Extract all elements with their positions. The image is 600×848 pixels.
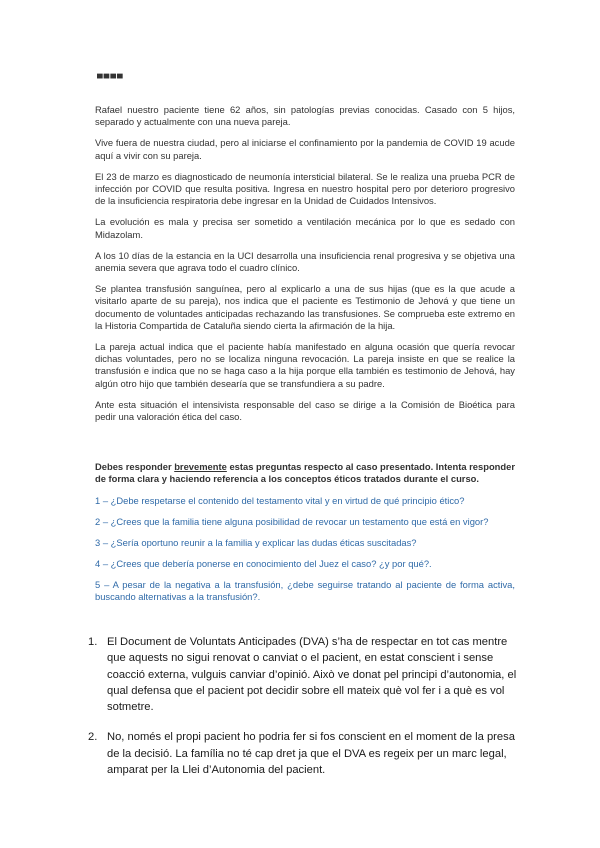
question-item: 2 – ¿Crees que la familia tiene alguna posibilidad de revocar un testamento que está en vigor? <box>95 516 489 528</box>
case-paragraph: Rafael nuestro paciente tiene 62 años, sin patologías previas conocidas. Casado con 5 hijos, separado y actualmente con una nueva pareja. <box>95 104 515 128</box>
case-description <box>95 104 515 432</box>
answer-item <box>88 729 518 778</box>
question-item: 1 – ¿Debe respetarse el contenido del testamento vital y en virtud de qué principio ético? <box>95 495 465 507</box>
case-paragraph: Se plantea transfusión sanguínea, pero al explicarlo a una de sus hijas (que es la que acude a visitarlo aparte de su pareja), nos indica que el paciente es Testimonio de Jehová y que tiene un documento de voluntades anticipadas rechazando las transfusiones. Se comprueba este extremo en la Historia Compartida de Cataluña siendo cierta la afirmación de la hija. <box>95 283 515 331</box>
case-paragraph: La evolución es mala y precisa ser sometido a ventilación mecánica por lo que es sedado con Midazolam. <box>95 216 515 240</box>
question-item: 4 – ¿Crees que debería ponerse en conocimiento del Juez el caso? ¿y por qué?. <box>95 558 432 570</box>
case-paragraph: La pareja actual indica que el paciente había manifestado en alguna ocasión que quería revocar dichas voluntades, pero no se localiza ninguna revocación. La pareja insiste en que se realice la transfusión e indica que no se haga caso a la hija porque ella también es testimonio de Jehová, hay algún otro hijo que también desearía que se transfundiera a su padre. <box>95 341 515 389</box>
instructions-part1: Debes responder <box>95 461 175 472</box>
answers-list <box>88 634 518 792</box>
case-paragraph: Ante esta situación el intensivista responsable del caso se dirige a la Comisión de Bioética para pedir una valoración ética del caso. <box>95 398 515 423</box>
answer-text: El Document de Voluntats Anticipades (DVA) s’ha de respectar en tot cas mentre que aquests no sigui renovat o canviat o el pacient, en estat conscient i sense coacció externa, vulguis canviar d’opinió. Això ve donat pel principi d’autonomia, el qual defensa que el pacient pot decidir sobre ell mateix què vol fer i a què es vol sotmetre. <box>107 636 517 714</box>
answer-number: 2. <box>88 731 98 744</box>
instructions-emphasis: brevemente <box>174 461 227 472</box>
answer-item <box>88 634 518 715</box>
case-paragraph: A los 10 días de la estancia en la UCI desarrolla una insuficiencia renal progresiva y se objetiva una anemia severa que agrava todo el cuadro clínico. <box>95 249 515 274</box>
question-item: 3 – ¿Sería oportuno reunir a la familia y explicar las dudas éticas suscitadas? <box>95 537 417 549</box>
case-paragraph: El 23 de marzo es diagnosticado de neumonía intersticial bilateral. Se le realiza una prueba PCR de infección por COVID que resulta positiva. Ingresa en nuestro hospital pero por deterioro progresivo de la insuficiencia respiratoria debe ingresar en la Unidad de Cuidados Intensivos. <box>95 170 515 207</box>
instructions <box>95 461 515 485</box>
answer-number: 1. <box>88 636 98 648</box>
answer-text: No, només el propi pacient ho podria fer si fos conscient en el moment de la presa de la decisió. La família no té cap dret ja que el DVA es regeix per un marc legal, amparat per la Llei d’Autonomia del pacient. <box>107 731 515 777</box>
instructions-part2: estas preguntas respecto al caso presentado. Intenta responder de forma clara y haciendo referencia a los conceptos éticos tratados durante el curso. <box>95 461 515 485</box>
header-mark: ▄▄▄▄ <box>97 69 124 78</box>
questions-section <box>95 461 515 612</box>
question-item: 5 – A pesar de la negativa a la transfusión, ¿debe seguirse tratando al paciente de forma activa, buscando alternativas a la transfusión?. <box>95 579 515 603</box>
case-paragraph: Vive fuera de nuestra ciudad, pero al iniciarse el confinamiento por la pandemia de COVID 19 acude aquí a vivir con su pareja. <box>95 137 515 161</box>
